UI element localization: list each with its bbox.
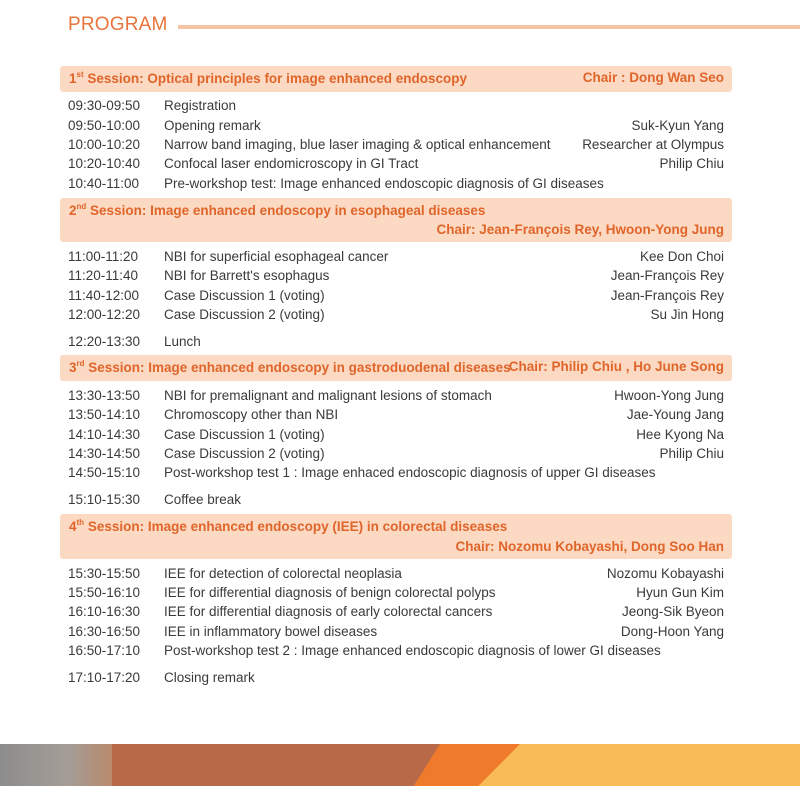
row-time: 15:50-16:10 [68,585,141,600]
schedule-row [68,174,724,193]
row-title: Post-workshop test 2 : Image enhanced endoscopic diagnosis of lower GI diseases [164,643,661,658]
schedule-row [68,583,724,602]
row-speaker: Hyun Gun Kim [636,585,724,600]
session-3-title: 3rd Session: Image enhanced endoscopy in gastroduodenal diseases [69,359,511,375]
row-speaker: Su Jin Hong [650,307,724,322]
row-title: NBI for superficial esophageal cancer [164,249,389,264]
schedule-row [68,154,724,173]
footer-city-image [0,744,112,786]
row-title: Case Discussion 2 (voting) [164,307,325,322]
row-title: NBI for premalignant and malignant lesions of stomach [164,388,492,403]
row-time: 10:20-10:40 [68,156,141,171]
row-time: 12:00-12:20 [68,307,141,322]
schedule-row [68,96,724,115]
row-time: 13:30-13:50 [68,388,141,403]
session-1-header [60,66,732,92]
row-title: Post-workshop test 1 : Image enhaced endoscopic diagnosis of upper GI diseases [164,465,656,480]
row-time: 17:10-17:20 [68,670,141,685]
session-4-title: 4th Session: Image enhanced endoscopy (IEE) in colorectal diseases [69,518,508,534]
schedule-row [68,116,724,135]
schedule-row [68,668,724,687]
row-title: IEE for differential diagnosis of benign colorectal polyps [164,585,496,600]
row-speaker: Hwoon-Yong Jung [614,388,724,403]
decorative-footer-banner [0,744,800,786]
row-speaker: Jean-François Rey [610,288,724,303]
row-title: Lunch [164,334,201,349]
session-2-header [60,198,732,242]
schedule-row [68,602,724,621]
session-4-header [60,514,732,559]
schedule-row [68,286,724,305]
row-title: Case Discussion 2 (voting) [164,446,325,461]
row-time: 11:40-12:00 [68,288,140,303]
row-speaker: Jae-Young Jang [626,407,724,422]
row-time: 15:30-15:50 [68,566,141,581]
header-rule [178,25,800,29]
row-speaker: Jean-François Rey [610,268,724,283]
row-time: 10:00-10:20 [68,137,141,152]
schedule-row [68,490,724,509]
program-title: PROGRAM [68,14,168,35]
schedule-row [68,386,724,405]
row-speaker: Kee Don Choi [639,249,724,264]
session-1-title: 1st Session: Optical principles for image enhanced endoscopy [69,70,467,86]
row-time: 13:50-14:10 [68,407,141,422]
row-time: 12:20-13:30 [68,334,141,349]
row-time: 16:10-16:30 [68,604,141,619]
schedule-row [68,622,724,641]
schedule-row [68,266,724,285]
row-title: Registration [164,98,237,113]
session-2-chair: Chair: Jean-François Rey, Hwoon-Yong Jung [436,222,724,237]
row-title: IEE for differential diagnosis of early colorectal cancers [164,604,493,619]
row-speaker: Jeong-Sik Byeon [621,604,724,619]
row-title: IEE in inflammatory bowel diseases [164,624,378,639]
schedule-row [68,444,724,463]
row-title: NBI for Barrett's esophagus [164,268,330,283]
row-time: 10:40-11:00 [68,176,140,191]
session-3-chair: Chair: Philip Chiu , Ho June Song [508,359,724,374]
row-title: Closing remark [164,670,255,685]
row-title: Narrow band imaging, blue laser imaging & optical enhancement [164,137,551,152]
row-time: 15:10-15:30 [68,492,141,507]
row-speaker: Philip Chiu [659,446,724,461]
schedule-row [68,247,724,266]
schedule-row [68,405,724,424]
row-title: Chromoscopy other than NBI [164,407,339,422]
row-title: Case Discussion 1 (voting) [164,288,325,303]
program-header [68,14,800,38]
session-3-header [60,355,732,381]
row-title: Opening remark [164,118,261,133]
row-speaker: Dong-Hoon Yang [620,624,724,639]
row-time: 14:30-14:50 [68,446,141,461]
row-speaker: Hee Kyong Na [636,427,724,442]
session-1-chair: Chair : Dong Wan Seo [582,70,724,85]
row-time: 14:50-15:10 [68,465,141,480]
row-title: Case Discussion 1 (voting) [164,427,325,442]
schedule-row [68,135,724,154]
row-title: Pre-workshop test: Image enhanced endoscopic diagnosis of GI diseases [164,176,604,191]
row-time: 16:50-17:10 [68,643,141,658]
row-speaker: Suk-Kyun Yang [631,118,724,133]
row-title: Confocal laser endomicroscopy in GI Tract [164,156,419,171]
schedule-row [68,425,724,444]
row-speaker: Nozomu Kobayashi [606,566,724,581]
row-time: 16:30-16:50 [68,624,141,639]
row-time: 14:10-14:30 [68,427,141,442]
schedule-row [68,332,724,351]
row-time: 11:00-11:20 [68,249,139,264]
session-2-title: 2nd Session: Image enhanced endoscopy in esophageal diseases [69,202,486,218]
row-title: IEE for detection of colorectal neoplasia [164,566,402,581]
row-speaker: Philip Chiu [659,156,724,171]
row-time: 09:50-10:00 [68,118,141,133]
row-title: Coffee break [164,492,242,507]
row-time: 09:30-09:50 [68,98,141,113]
row-time: 11:20-11:40 [68,268,139,283]
session-4-chair: Chair: Nozomu Kobayashi, Dong Soo Han [455,539,724,554]
schedule-row [68,641,724,660]
row-speaker: Researcher at Olympus [582,137,724,152]
schedule-row [68,305,724,324]
schedule-row [68,564,724,583]
schedule-row [68,463,724,482]
